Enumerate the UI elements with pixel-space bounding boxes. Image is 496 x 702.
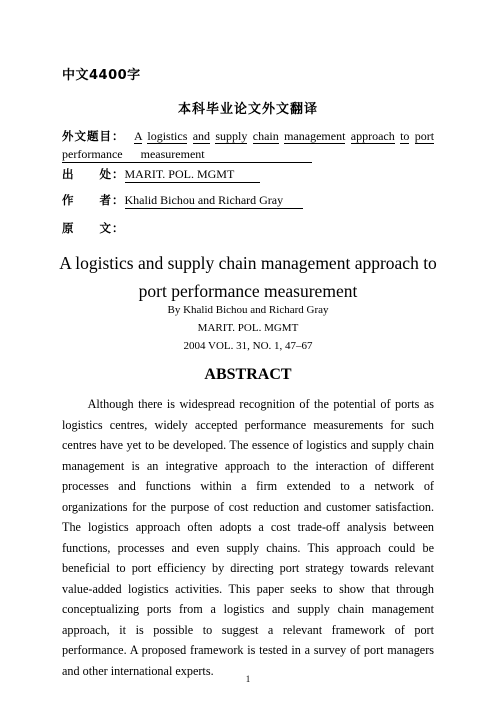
foreign-title-word: approach <box>350 129 395 143</box>
foreign-title-line1 <box>134 128 434 144</box>
foreign-title-word: to <box>400 129 410 143</box>
document-heading: 本科毕业论文外文翻译 <box>177 102 318 117</box>
paper-journal: MARIT. POL. MGMT <box>197 322 299 334</box>
authors-label: 作 者： <box>62 193 125 207</box>
original-label: 原 文： <box>62 221 125 235</box>
foreign-title-word: management <box>284 129 346 143</box>
foreign-title-label: 外文题目： <box>62 129 125 143</box>
word-count-label: 中文4400字 <box>62 68 141 83</box>
foreign-title-word: and <box>192 129 211 143</box>
foreign-title-label-row <box>62 128 125 144</box>
foreign-title-word: port <box>414 129 435 143</box>
page-number: 1 <box>245 674 251 684</box>
source-row <box>62 166 260 183</box>
foreign-title-word: supply <box>215 129 248 143</box>
authors-value: Khalid Bichou and Richard Gray <box>125 192 303 209</box>
paper-title-line2: port performance measurement <box>138 281 358 301</box>
source-label: 出 处： <box>62 167 125 181</box>
abstract-text: Although there is widespread recognition of the potential of ports as logistics centres, widely accepted performance measurements for such centres have yet to be developed. The essence of logistics and supply chain management is an integrative approach to the interaction of different processes and functions within a firm extended to a network of organizations for the purpose of cost reduction and customer satisfaction. The logistics approach often adopts a cost trade-off analysis between functions, processes and even supply chains. This approach could be beneficial to port efficiency by directing port strategy towards relevant value-added logistics activities. This paper seeks to show that through conceptualizing ports from a logistics and supply chain management approach, it is possible to suggest a relevant framework of port performance. A proposed framework is tested in a survey of port managers and other international experts. <box>62 397 434 678</box>
foreign-title-line2: performance measurement <box>62 146 312 163</box>
abstract-heading: ABSTRACT <box>204 366 292 383</box>
paper-title-line1: A logistics and supply chain management approach to <box>59 253 437 273</box>
original-row <box>62 220 125 236</box>
foreign-title-word: logistics <box>147 129 188 143</box>
paper-byline: By Khalid Bichou and Richard Gray <box>167 304 329 316</box>
foreign-title-word: A <box>134 129 143 143</box>
foreign-title-word: chain <box>252 129 279 143</box>
authors-row <box>62 192 303 209</box>
source-value: MARIT. POL. MGMT <box>125 166 260 183</box>
paper-citation: 2004 VOL. 31, NO. 1, 47–67 <box>183 340 313 352</box>
